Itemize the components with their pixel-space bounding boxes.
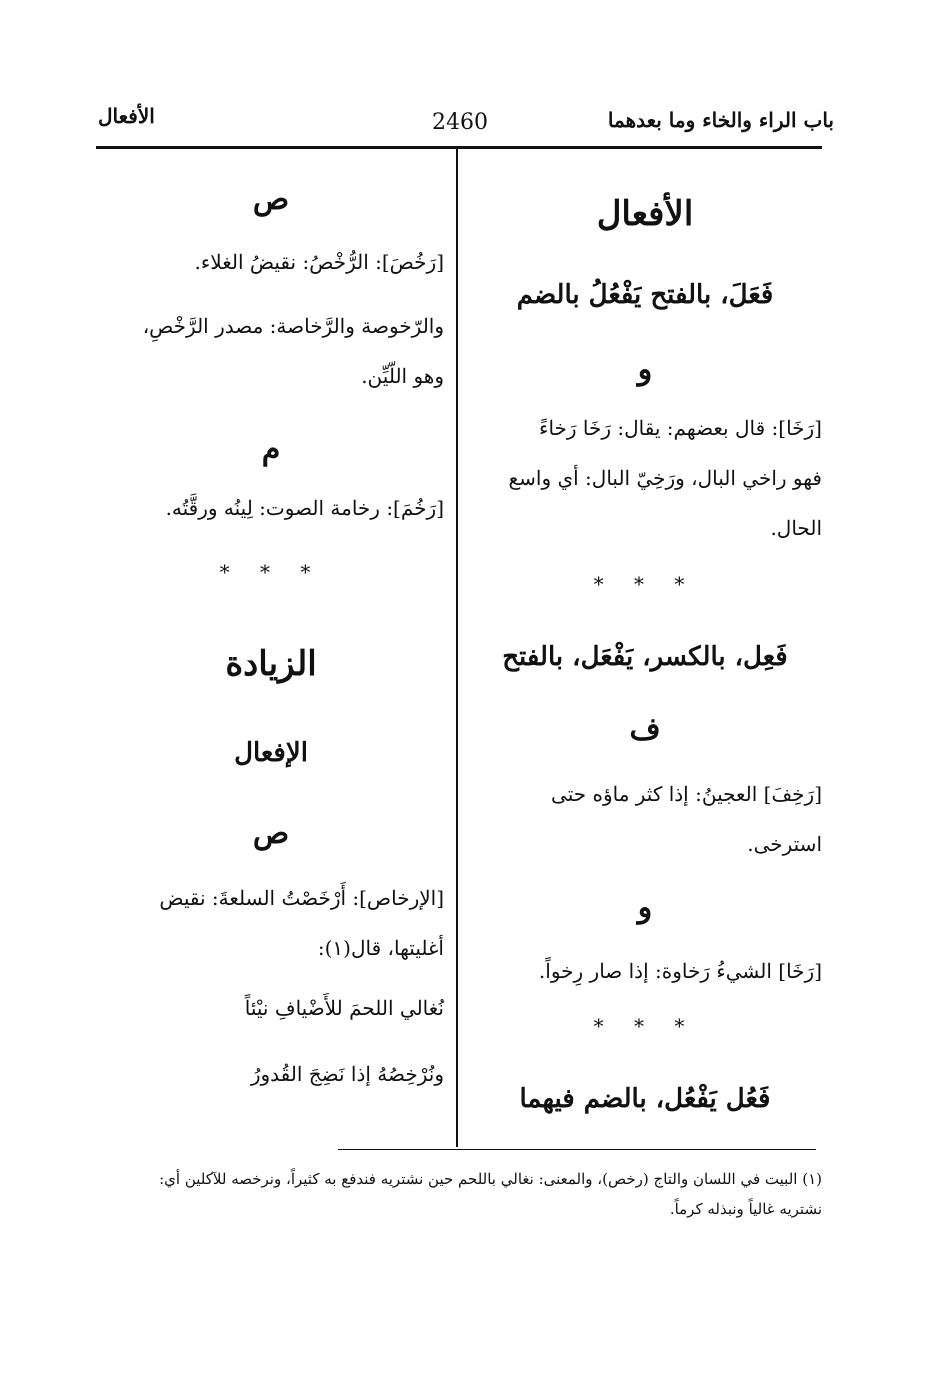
entry-line: [رَخُمَ]: رخامة الصوت: لِينُه ورقَّتُه. [165,496,444,520]
letter-heading: و [637,890,653,925]
footnote-line: (١) البيت في اللسان والتاج (رخص)، والمعنى: نغالي باللحم حين نشتريه فندفع به كثيراً، ونرخصه للآكلين أي: [159,1170,822,1188]
section-separator: * * * [593,1014,697,1038]
entry-line: [رَخَا]: قال بعضهم: يقال: رَخَا رَخاءً [539,416,822,440]
running-head-left: الأفعال [98,104,155,128]
section-title: الزيادة [225,644,317,684]
section-title: الأفعال [596,194,694,234]
verb-pattern-heading: فَعُل يَفْعُل، بالضم فيهما [519,1084,771,1114]
verb-pattern-heading: فَعِل، بالكسر، يَفْعَل، بالفتح [502,642,788,672]
letter-heading: ص [252,182,290,217]
verse-line: ونُرْخِصُهُ إذا نَضِجَ القُدورُ [250,1062,444,1086]
entry-line: استرخى. [747,832,822,856]
column-divider [456,149,458,1147]
entry-line: فهو راخي البال، ورَخِيّ البال: أي واسع [508,466,822,490]
section-separator: * * * [219,560,323,584]
running-head-right: باب الراء والخاء وما بعدهما [607,108,834,132]
subsection-title: الإفعال [234,738,308,768]
letter-heading: و [637,352,653,387]
entry-line: [رَخُصَ]: الرُّخْصُ: نقيضُ الغلاء. [194,250,444,274]
footnote-rule [338,1149,816,1150]
letter-heading: ف [629,712,661,747]
entry-line: أغليتها، قال(١): [317,936,444,960]
entry-line: الحال. [770,516,822,540]
page-number: 2460 [432,110,488,135]
footnote-line: نشتريه غالياً ونبذله كرماً. [669,1200,822,1218]
verb-pattern-heading: فَعَلَ، بالفتح يَفْعُلُ بالضم [516,280,774,310]
header-rule [96,146,822,149]
entry-line: والرّخوصة والرَّخاصة: مصدر الرَّخْصِ، [142,314,444,338]
letter-heading: ص [252,816,290,851]
entry-line: [رَخَا] الشيءُ رَخاوة: إذا صار رِخواً. [538,959,822,983]
footnote [98,1164,822,1224]
entry-line: وهو اللّيِّن. [361,364,444,388]
letter-heading: م [261,432,281,467]
entry-line: [رَخِفَ] العجينُ: إذا كثر ماؤه حتى [551,782,822,806]
section-separator: * * * [593,572,697,596]
entry-line: [الإرخاص]: أَرْخَصْتُ السلعةَ: نقيض [159,886,444,910]
verse-line: نُغالي اللحمَ للأَضْيافِ نيْئاً [244,996,444,1020]
